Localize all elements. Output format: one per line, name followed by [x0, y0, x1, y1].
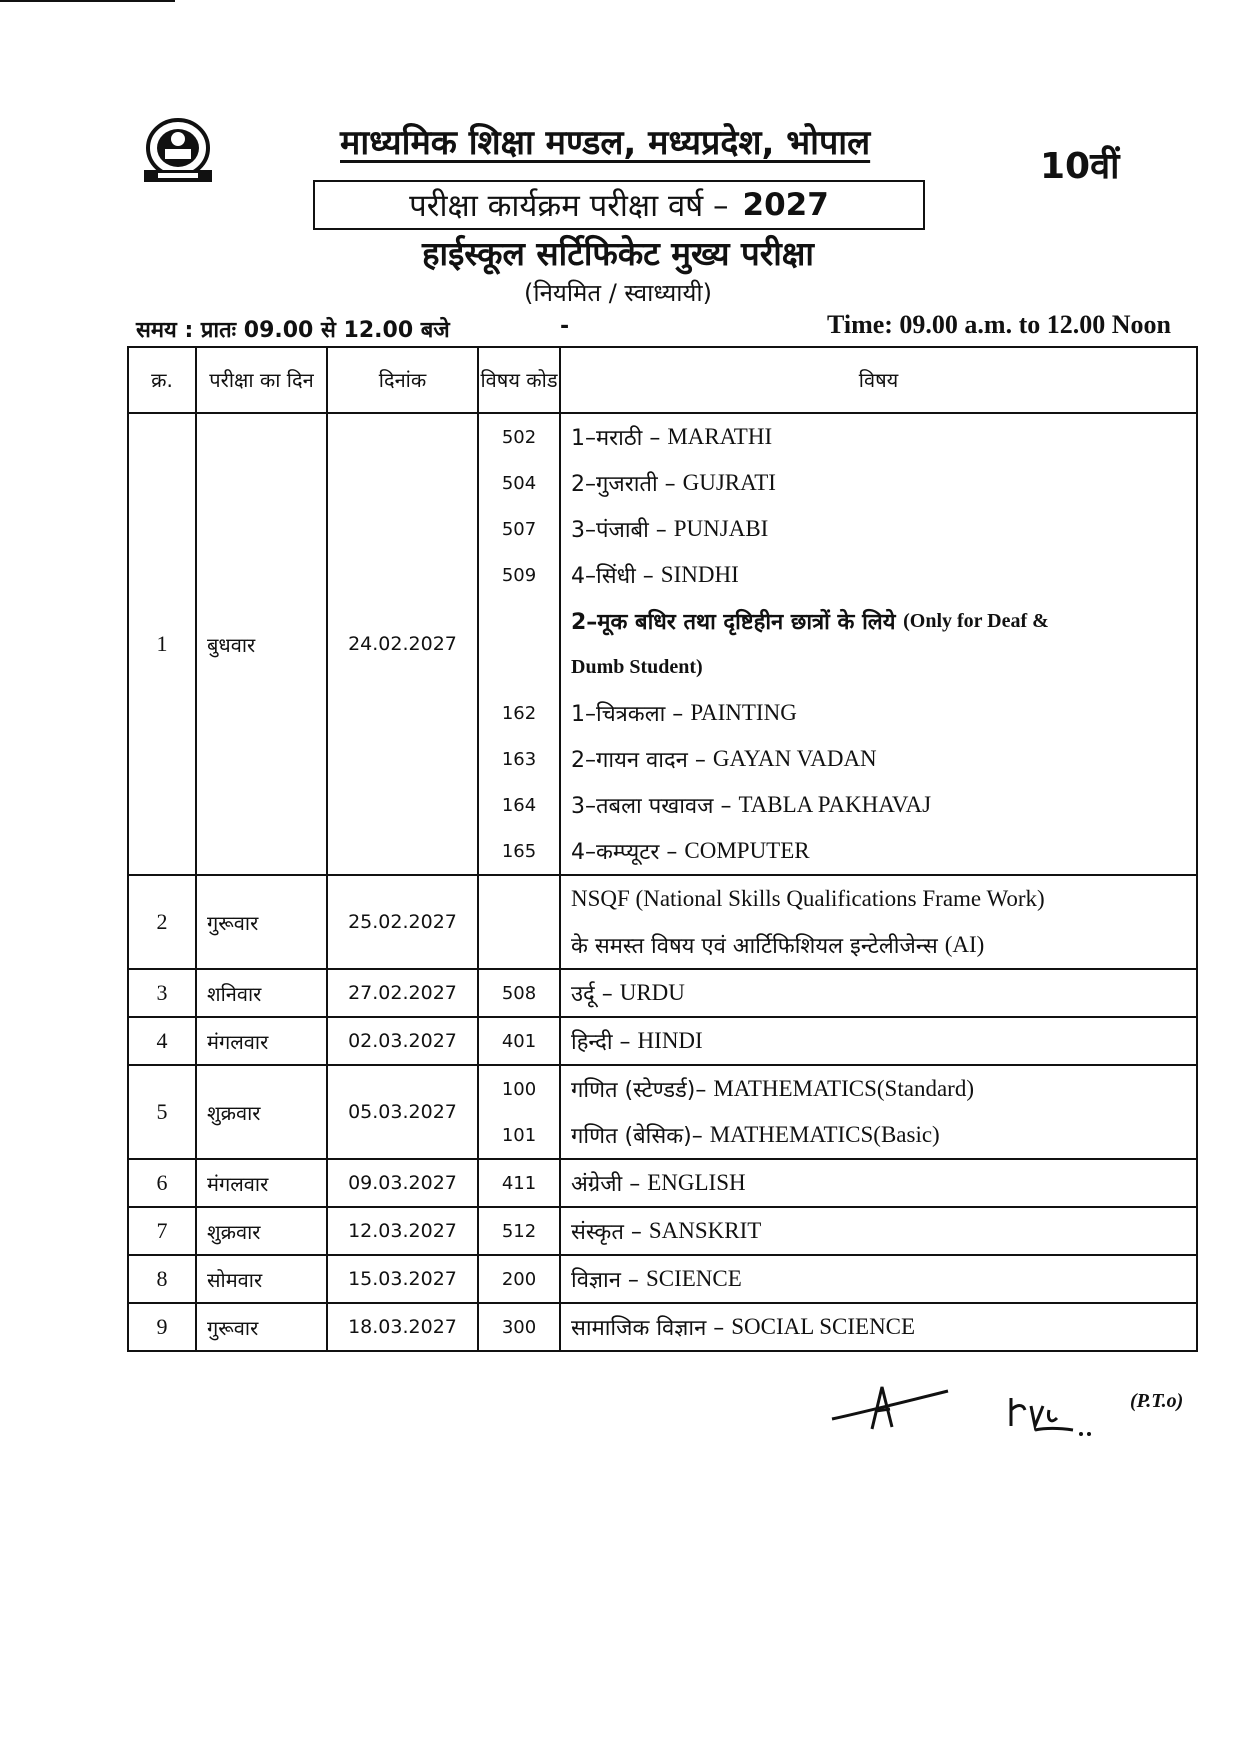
- subject-code: 300: [501, 1316, 537, 1338]
- subject-code: 401: [501, 1030, 537, 1052]
- subject-hindi: अंग्रेजी –: [571, 1172, 648, 1197]
- subject-code: [479, 598, 559, 644]
- subject-code: 504: [501, 472, 537, 494]
- subject-hindi: 4–सिंधी –: [571, 564, 661, 589]
- subject-code: 165: [501, 840, 537, 862]
- row-day: शुक्रवार: [196, 1207, 327, 1255]
- subject-line: [571, 1256, 1196, 1302]
- top-rule: [0, 0, 175, 2]
- program-label: परीक्षा कार्यक्रम परीक्षा वर्ष –: [409, 188, 729, 224]
- subject-code: 502: [501, 426, 537, 448]
- subject-line: [571, 828, 1196, 874]
- subject-hindi: हिन्दी –: [571, 1030, 638, 1055]
- subject-hindi: 3–पंजाबी –: [571, 518, 674, 543]
- row-codes: [478, 1207, 560, 1255]
- subject-code: 164: [501, 794, 537, 816]
- subject-english: HINDI: [637, 1028, 703, 1053]
- subject-code: 411: [501, 1172, 537, 1194]
- table-row: [128, 1255, 1197, 1303]
- row-date: 15.03.2027: [327, 1255, 478, 1303]
- subject-english: NSQF (National Skills Qualifications Frame Work): [571, 886, 1045, 911]
- row-codes: [478, 969, 560, 1017]
- subject-code: 508: [501, 982, 537, 1004]
- subject-hindi: गणित (बेसिक)–: [571, 1124, 710, 1149]
- subject-hindi: विज्ञान –: [571, 1268, 646, 1293]
- subject-line: [571, 1112, 1196, 1158]
- subject-line: [571, 1304, 1196, 1350]
- subject-english: URDU: [619, 980, 685, 1005]
- subject-hindi: 4–कम्प्यूटर –: [571, 840, 685, 865]
- subject-english: SINDHI: [660, 562, 739, 587]
- table-row: [128, 969, 1197, 1017]
- row-date: 24.02.2027: [327, 413, 478, 875]
- subject-hindi: 2–गायन वादन –: [571, 748, 713, 773]
- subject-code: 101: [501, 1124, 537, 1146]
- subject-code: [479, 876, 559, 922]
- table-body: [128, 413, 1197, 1351]
- subject-line: [571, 460, 1196, 506]
- row-day: मंगलवार: [196, 1017, 327, 1065]
- header-sn: क्र.: [128, 347, 196, 413]
- time-hindi: समय : प्रातः 09.00 से 12.00 बजे: [136, 318, 450, 343]
- time-english: Time: 09.00 a.m. to 12.00 Noon: [826, 310, 1171, 339]
- row-sn: 6: [128, 1159, 196, 1207]
- subject-hindi: 1–मराठी –: [571, 426, 668, 451]
- subject-line: [571, 922, 1196, 968]
- header-subject: विषय: [560, 347, 1197, 413]
- subject-line: [571, 690, 1196, 736]
- subject-code: 100: [501, 1078, 537, 1100]
- row-day: शनिवार: [196, 969, 327, 1017]
- header-day: परीक्षा का दिन: [196, 347, 327, 413]
- subject-english: COMPUTER: [684, 838, 810, 863]
- table-row: [128, 1159, 1197, 1207]
- subject-line: [571, 970, 1196, 1016]
- row-day: सोमवार: [196, 1255, 327, 1303]
- signature-1: [830, 1383, 950, 1433]
- exam-title: हाईस्कूल सर्टिफिकेट मुख्य परीक्षा: [422, 234, 814, 273]
- subject-hindi: सामाजिक विज्ञान –: [571, 1316, 732, 1341]
- subject-hindi: 3–तबला पखावज –: [571, 794, 739, 819]
- subject-english: GUJRATI: [682, 470, 776, 495]
- table-row: [128, 1017, 1197, 1065]
- subject-english: SCIENCE: [645, 1266, 742, 1291]
- subject-english: GAYAN VADAN: [712, 746, 877, 771]
- subject-hindi: संस्कृत –: [571, 1220, 649, 1245]
- row-codes: [478, 1017, 560, 1065]
- row-sn: 4: [128, 1017, 196, 1065]
- row-codes: [478, 413, 560, 875]
- row-date: 18.03.2027: [327, 1303, 478, 1351]
- row-day: मंगलवार: [196, 1159, 327, 1207]
- board-title: माध्यमिक शिक्षा मण्डल, मध्यप्रदेश, भोपाल: [340, 123, 871, 163]
- subject-english: ENGLISH: [647, 1170, 746, 1195]
- row-day: शुक्रवार: [196, 1065, 327, 1159]
- row-date: 12.03.2027: [327, 1207, 478, 1255]
- table-row: [128, 1303, 1197, 1351]
- header-date: दिनांक: [327, 347, 478, 413]
- subject-hindi: गणित (स्टेण्डर्ड)–: [571, 1078, 714, 1103]
- subject-line: [571, 876, 1196, 922]
- row-date: 09.03.2027: [327, 1159, 478, 1207]
- row-date: 25.02.2027: [327, 875, 478, 969]
- row-sn: 1: [128, 413, 196, 875]
- header-code: विषय कोड: [478, 347, 560, 413]
- row-subjects: [560, 1303, 1197, 1351]
- subject-code: 162: [501, 702, 537, 724]
- table-row: [128, 413, 1197, 875]
- exam-schedule-table: [127, 346, 1198, 1352]
- row-codes: [478, 1303, 560, 1351]
- subject-line: [571, 782, 1196, 828]
- subject-line: [571, 552, 1196, 598]
- subject-line: [571, 1208, 1196, 1254]
- table-header-row: [128, 347, 1197, 413]
- subject-line: [571, 598, 1196, 644]
- subject-english: PUNJABI: [673, 516, 769, 541]
- subject-line: [571, 1018, 1196, 1064]
- row-subjects: [560, 1017, 1197, 1065]
- subject-hindi: उर्दू –: [571, 982, 620, 1007]
- class-label: 10वीं: [1040, 146, 1120, 187]
- subject-hindi: 2–गुजराती –: [571, 472, 683, 497]
- signature-2: [1005, 1390, 1095, 1450]
- subject-english: (Only for Deaf &: [903, 609, 1049, 632]
- program-year: 2027: [742, 187, 829, 223]
- subject-code: 200: [501, 1268, 537, 1290]
- board-seal-icon: [138, 115, 218, 185]
- subject-english: PAINTING: [690, 700, 797, 725]
- row-codes: [478, 1065, 560, 1159]
- subject-line: [571, 414, 1196, 460]
- subject-line: [571, 1160, 1196, 1206]
- subject-line: [571, 736, 1196, 782]
- subject-english: Dumb Student): [571, 655, 703, 678]
- row-sn: 8: [128, 1255, 196, 1303]
- subject-code: 509: [501, 564, 537, 586]
- program-box: [313, 180, 925, 230]
- row-codes: [478, 1159, 560, 1207]
- row-date: 05.03.2027: [327, 1065, 478, 1159]
- row-sn: 3: [128, 969, 196, 1017]
- subject-english: MARATHI: [667, 424, 773, 449]
- row-subjects: [560, 1255, 1197, 1303]
- table-row: [128, 875, 1197, 969]
- subject-line: [571, 644, 1196, 690]
- subject-hindi: 1–चित्रकला –: [571, 702, 691, 727]
- subject-hindi: 2–मूक बधिर तथा दृष्टिहीन छात्रों के लिये: [571, 610, 904, 635]
- subject-english: SOCIAL SCIENCE: [731, 1314, 916, 1339]
- time-dash: -: [560, 314, 570, 339]
- subject-code: 507: [501, 518, 537, 540]
- subject-hindi: के समस्त विषय एवं आर्टिफिशियल इन्टेलीजेन्स: [571, 934, 945, 959]
- subject-code: [479, 922, 559, 968]
- row-day: बुधवार: [196, 413, 327, 875]
- row-subjects: [560, 1207, 1197, 1255]
- subject-line: [571, 1066, 1196, 1112]
- row-sn: 2: [128, 875, 196, 969]
- row-sn: 9: [128, 1303, 196, 1351]
- table-row: [128, 1207, 1197, 1255]
- row-date: 27.02.2027: [327, 969, 478, 1017]
- row-date: 02.03.2027: [327, 1017, 478, 1065]
- row-sn: 5: [128, 1065, 196, 1159]
- row-subjects: [560, 413, 1197, 875]
- table-row: [128, 1065, 1197, 1159]
- subject-english: (AI): [944, 932, 985, 957]
- pto-note: (P.T.o): [1130, 1390, 1184, 1412]
- row-codes: [478, 1255, 560, 1303]
- subject-english: MATHEMATICS(Basic): [709, 1122, 940, 1147]
- row-day: गुरूवार: [196, 1303, 327, 1351]
- subject-english: MATHEMATICS(Standard): [713, 1076, 974, 1101]
- subject-code: 163: [501, 748, 537, 770]
- row-subjects: [560, 1159, 1197, 1207]
- subject-english: SANSKRIT: [648, 1218, 762, 1243]
- exam-subtitle: (नियमित / स्वाध्यायी): [524, 279, 712, 307]
- subject-english: TABLA PAKHAVAJ: [738, 792, 932, 817]
- row-subjects: [560, 969, 1197, 1017]
- subject-code: 512: [501, 1220, 537, 1242]
- row-subjects: [560, 1065, 1197, 1159]
- subject-code: [479, 644, 559, 690]
- row-codes: [478, 875, 560, 969]
- row-sn: 7: [128, 1207, 196, 1255]
- subject-line: [571, 506, 1196, 552]
- row-day: गुरूवार: [196, 875, 327, 969]
- row-subjects: [560, 875, 1197, 969]
